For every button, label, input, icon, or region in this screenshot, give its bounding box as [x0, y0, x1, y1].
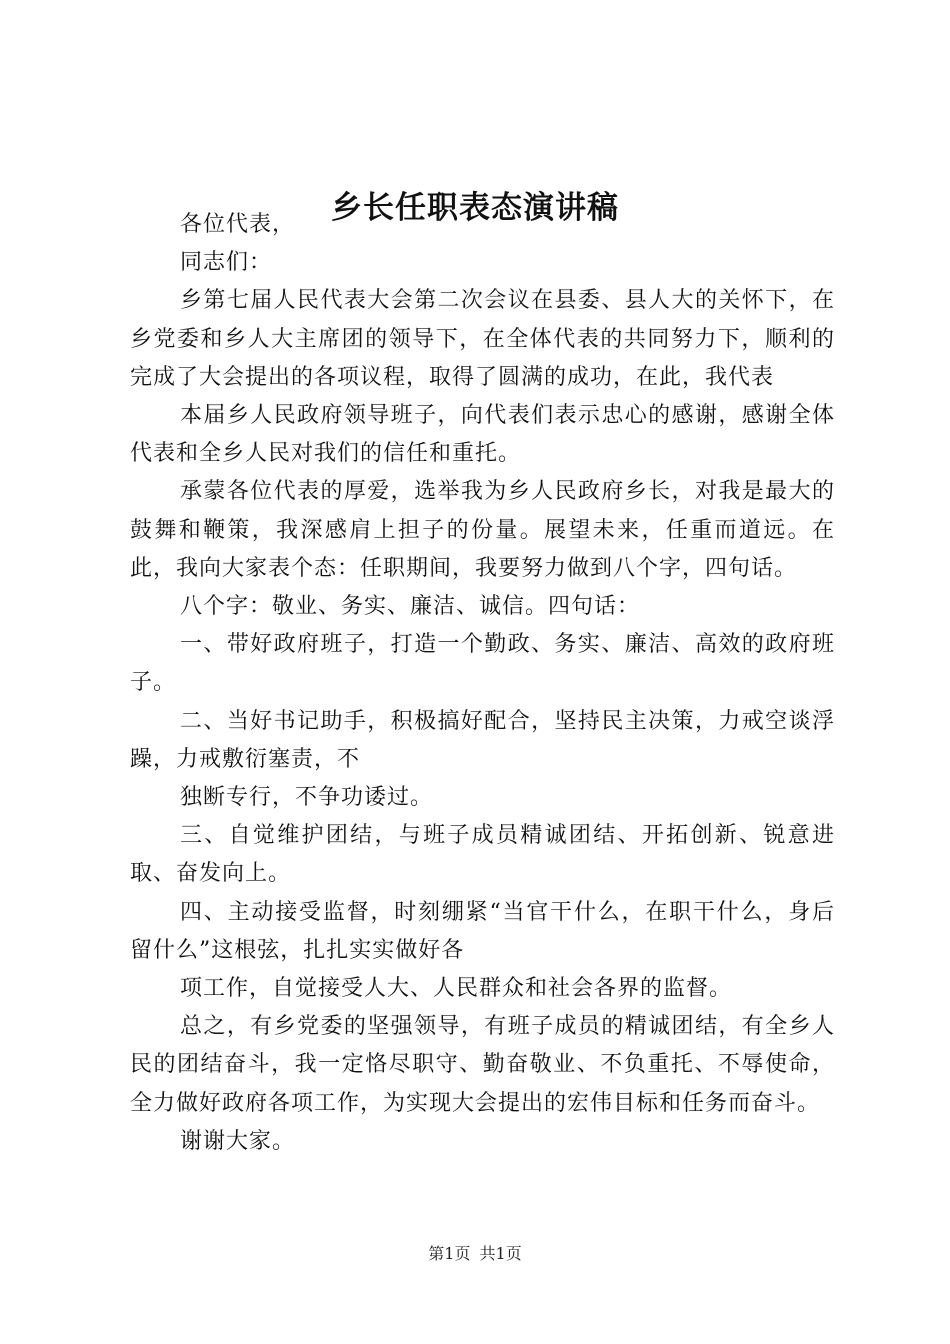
document-body	[130, 206, 835, 1161]
page-number: 第1页	[428, 1244, 471, 1263]
paragraph: 二、当好书记助手，积极搞好配合，坚持民主决策，力戒空谈浮躁，力戒敷衍塞责，不	[130, 708, 835, 772]
paragraph: 谢谢大家。	[180, 1128, 296, 1154]
paragraph: 项工作，自觉接受人大、人民群众和社会各界的监督。	[180, 976, 733, 1002]
paragraph: 八个字：敬业、务实、廉洁、诚信。四句话：	[180, 594, 641, 620]
paragraph: 本届乡人民政府领导班子，向代表们表示忠心的感谢，感谢全体代表和全乡人民对我们的信任和重托。	[130, 403, 835, 467]
paragraph: 三、自觉维护团结，与班子成员精诚团结、开拓创新、锐意进取、奋发向上。	[130, 823, 835, 887]
page-total: 共1页	[479, 1244, 522, 1263]
paragraph: 独断专行，不争功诿过。	[180, 785, 434, 811]
paragraph: 一、带好政府班子，打造一个勤政、务实、廉洁、高效的政府班子。	[130, 632, 835, 696]
paragraph: 同志们：	[180, 250, 273, 276]
paragraph: 各位代表，	[180, 212, 296, 237]
paragraph: 四、主动接受监督，时刻绷紧“当官干什么，在职干什么，身后留什么”这根弦，扎扎实实做好各	[130, 899, 835, 963]
paragraph: 乡第七届人民代表大会第二次会议在县委、县人大的关怀下，在乡党委和乡人大主席团的领导下，在全体代表的共同努力下，顺利的完成了大会提出的各项议程，取得了圆满的成功，在此，我代表	[130, 288, 835, 390]
document-title: 乡长任职表态演讲稿	[331, 190, 619, 226]
paragraph: 总之，有乡党委的坚强领导，有班子成员的精诚团结，有全乡人民的团结奋斗，我一定恪尽职守、勤奋敬业、不负重托、不辱使命，全力做好政府各项工作，为实现大会提出的宏伟目标和任务而奋斗。	[130, 1014, 835, 1116]
paragraph: 承蒙各位代表的厚爱，选举我为乡人民政府乡长，对我是最大的鼓舞和鞭策，我深感肩上担子的份量。展望未来，任重而道远。在此，我向大家表个态：任职期间，我要努力做到八个字，四句话。	[130, 479, 835, 581]
page-footer	[0, 1242, 950, 1266]
